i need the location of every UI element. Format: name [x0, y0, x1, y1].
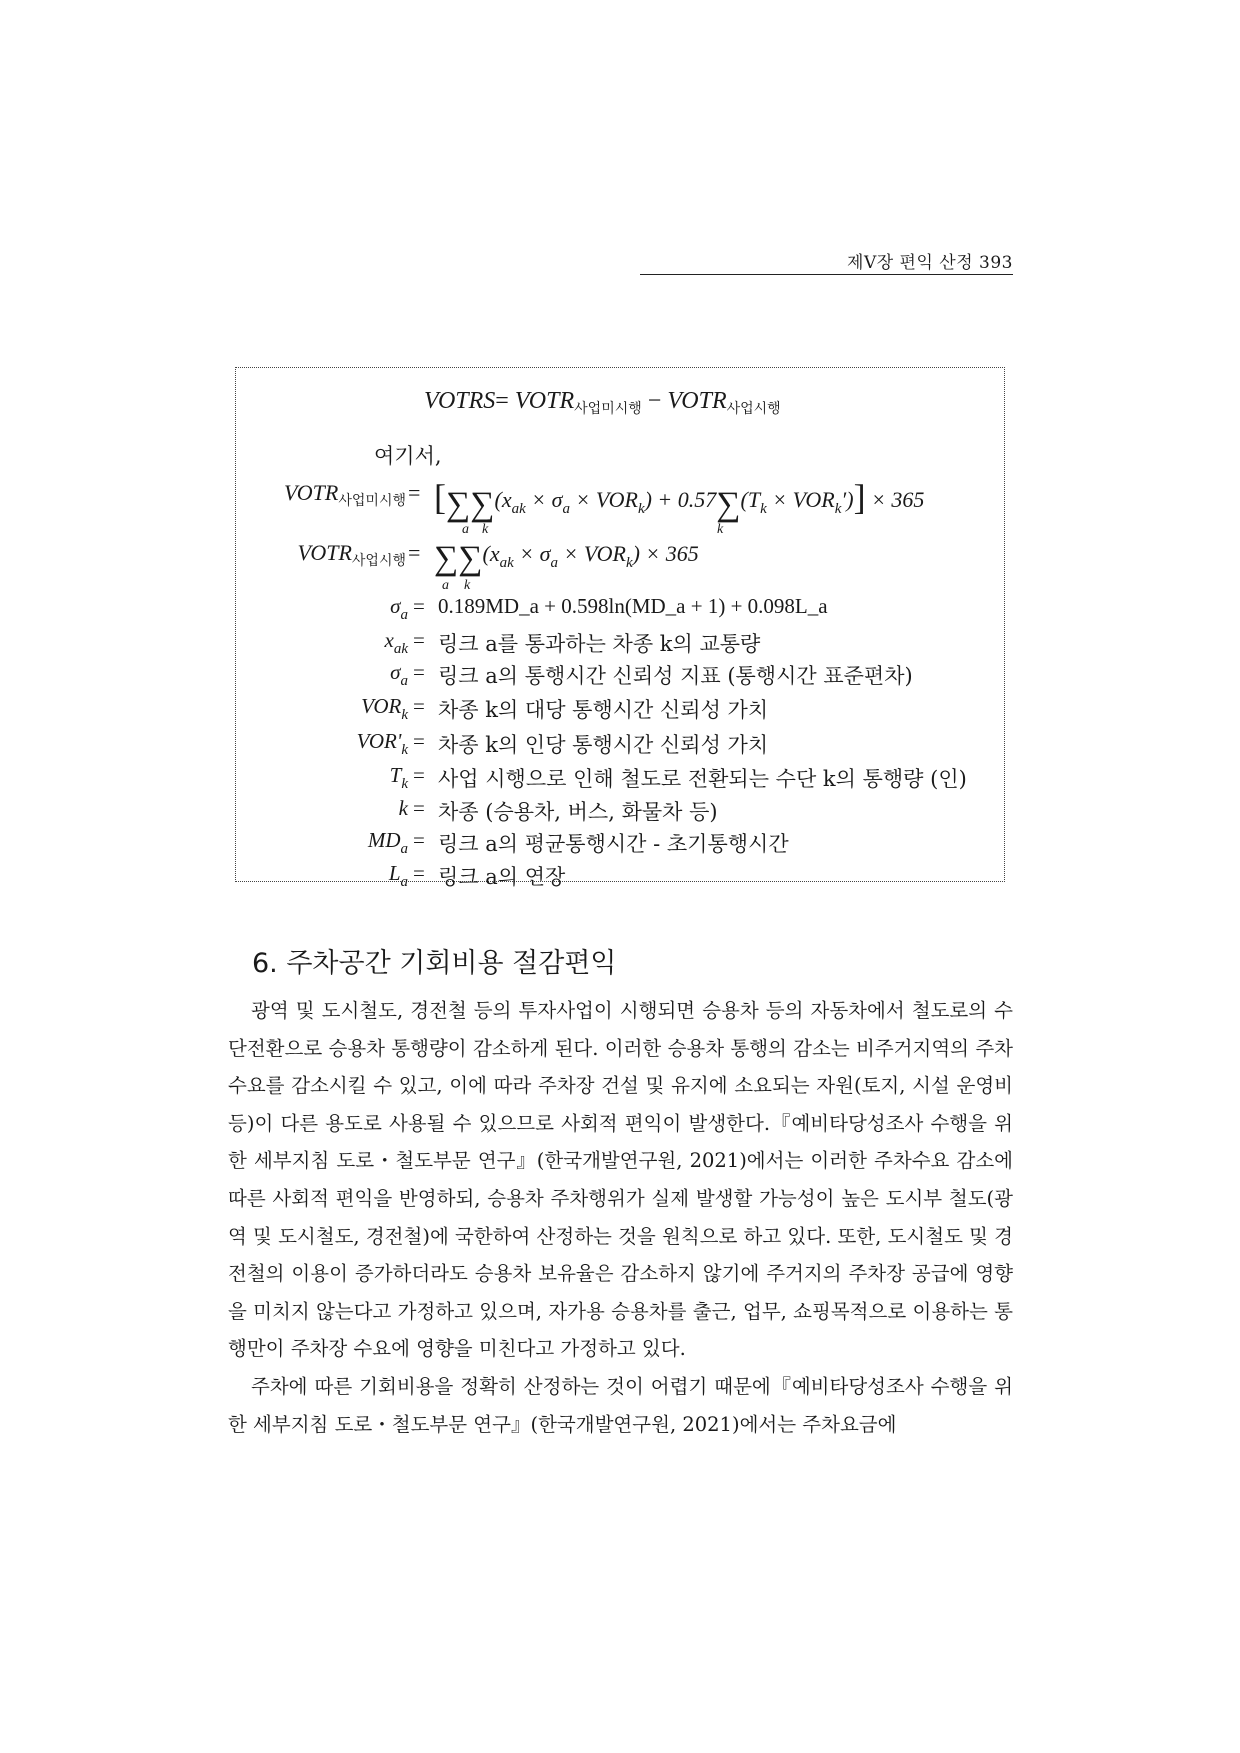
equals-sign: = — [408, 540, 421, 565]
running-header: 제Ⅴ장 편익 산정 393 — [640, 248, 1013, 275]
votr-subscript: 사업시행 — [726, 401, 781, 417]
formula-box: VOTRS= $VOTR_{사업미시행}$ − $VOTR_{사업시행}$ 여기서, $VOTR_{사업미시행}$ = $[\sum\sum(x_{ak} \times \sigma_a \times VOR_k) + 0.57\sum(T_k \times VOR_k')] \times 365$ a k k $VOTR_{사업시행}$ = $\sum\sum(x_{ak} \times \sigma_a \times VOR_k) \times 365$ a k $\sigma_a$ = 0.189MD_a + 0.598ln(MD_a + 1) + 0.098L_a $x_{ak}$ = 링크 a를 통과하는 차종 k의 교통량 $\sigma_a$ = 링크 a의 통행시간 신뢰성 지표 (통행시간 표준편차) $VOR_k$ = 차종 k의 대당 통행시간 신뢰성 가치 $VOR'_k$ = 차종 k의 인당 통행시간 신뢰성 가치 $T_k$ = 사업 시행으로 인해 철도로 전환되는 수단 k의 통행량 (인) k = 차종 (승용차, 버스, 화물차 등) $MD_a$ = 링크 a의 평균통행시간 - 초기통행시간 $L_a$ = 링크 a의 연장 — [235, 367, 1005, 882]
equation-lhs: $VOTR_{사업시행}$ — [297, 540, 406, 569]
section-heading: 6. 주차공간 기회비용 절감편익 — [252, 948, 617, 979]
votr-symbol: VOTR — [667, 388, 727, 414]
votrs-symbol: VOTRS — [424, 388, 496, 414]
main-equation — [424, 388, 781, 418]
equals-sign: = — [408, 480, 421, 505]
body-text — [228, 992, 1013, 1443]
equation-rhs: $[\sum\sum(x_{ak} \times \sigma_a \times VOR_k) + 0.57\sum(T_k \times VOR_k')] \times 365$ a k k — [434, 477, 925, 537]
paragraph: 광역 및 도시철도, 경전철 등의 투자사업이 시행되면 승용차 등의 자동차에서 철도로의 수단전환으로 승용차 통행량이 감소하게 된다. 이러한 승용차 통행의 감소는 비주거지역의 주차수요를 감소시킬 수 있고, 이에 따라 주차장 건설 및 유지에 소요되는 자원(토지, 시설 운영비 등)이 다른 용도로 사용될 수 있으므로 사회적 편익이 발생한다.『예비타당성조사 수행을 위한 세부지침 도로・철도부문 연구』(한국개발연구원, 2021)에서는 이러한 주차수요 감소에 따른 사회적 편익을 반영하되, 승용차 주차행위가 실제 발생할 가능성이 높은 도시부 철도(광역 및 도시철도, 경전철)에 국한하여 산정하는 것을 원칙으로 하고 있다. 또한, 도시철도 및 경전철의 이용이 증가하더라도 승용차 보유율은 감소하지 않기에 주거지의 주차장 공급에 영향을 미치지 않는다고 가정하고 있으며, 자가용 승용차를 출근, 업무, 쇼핑목적으로 이용하는 통행만이 주차장 수요에 영향을 미친다고 가정하고 있다. — [228, 999, 1013, 1361]
where-label: 여기서, — [374, 444, 442, 468]
equation-rhs: $\sum\sum(x_{ak} \times \sigma_a \times VOR_k) \times 365$ a k — [434, 540, 699, 593]
equals-sign: = — [495, 388, 509, 414]
paragraph: 주차에 따른 기회비용을 정확히 산정하는 것이 어렵기 때문에『예비타당성조사 수행을 위한 세부지침 도로・철도부문 연구』(한국개발연구원, 2021)에서는 주차요금에 — [228, 1374, 1013, 1436]
votr-symbol: VOTR — [514, 388, 575, 414]
equation-lhs: $VOTR_{사업미시행}$ — [284, 480, 406, 509]
minus-sign: − — [647, 388, 662, 414]
votr-subscript: 사업미시행 — [574, 401, 642, 417]
